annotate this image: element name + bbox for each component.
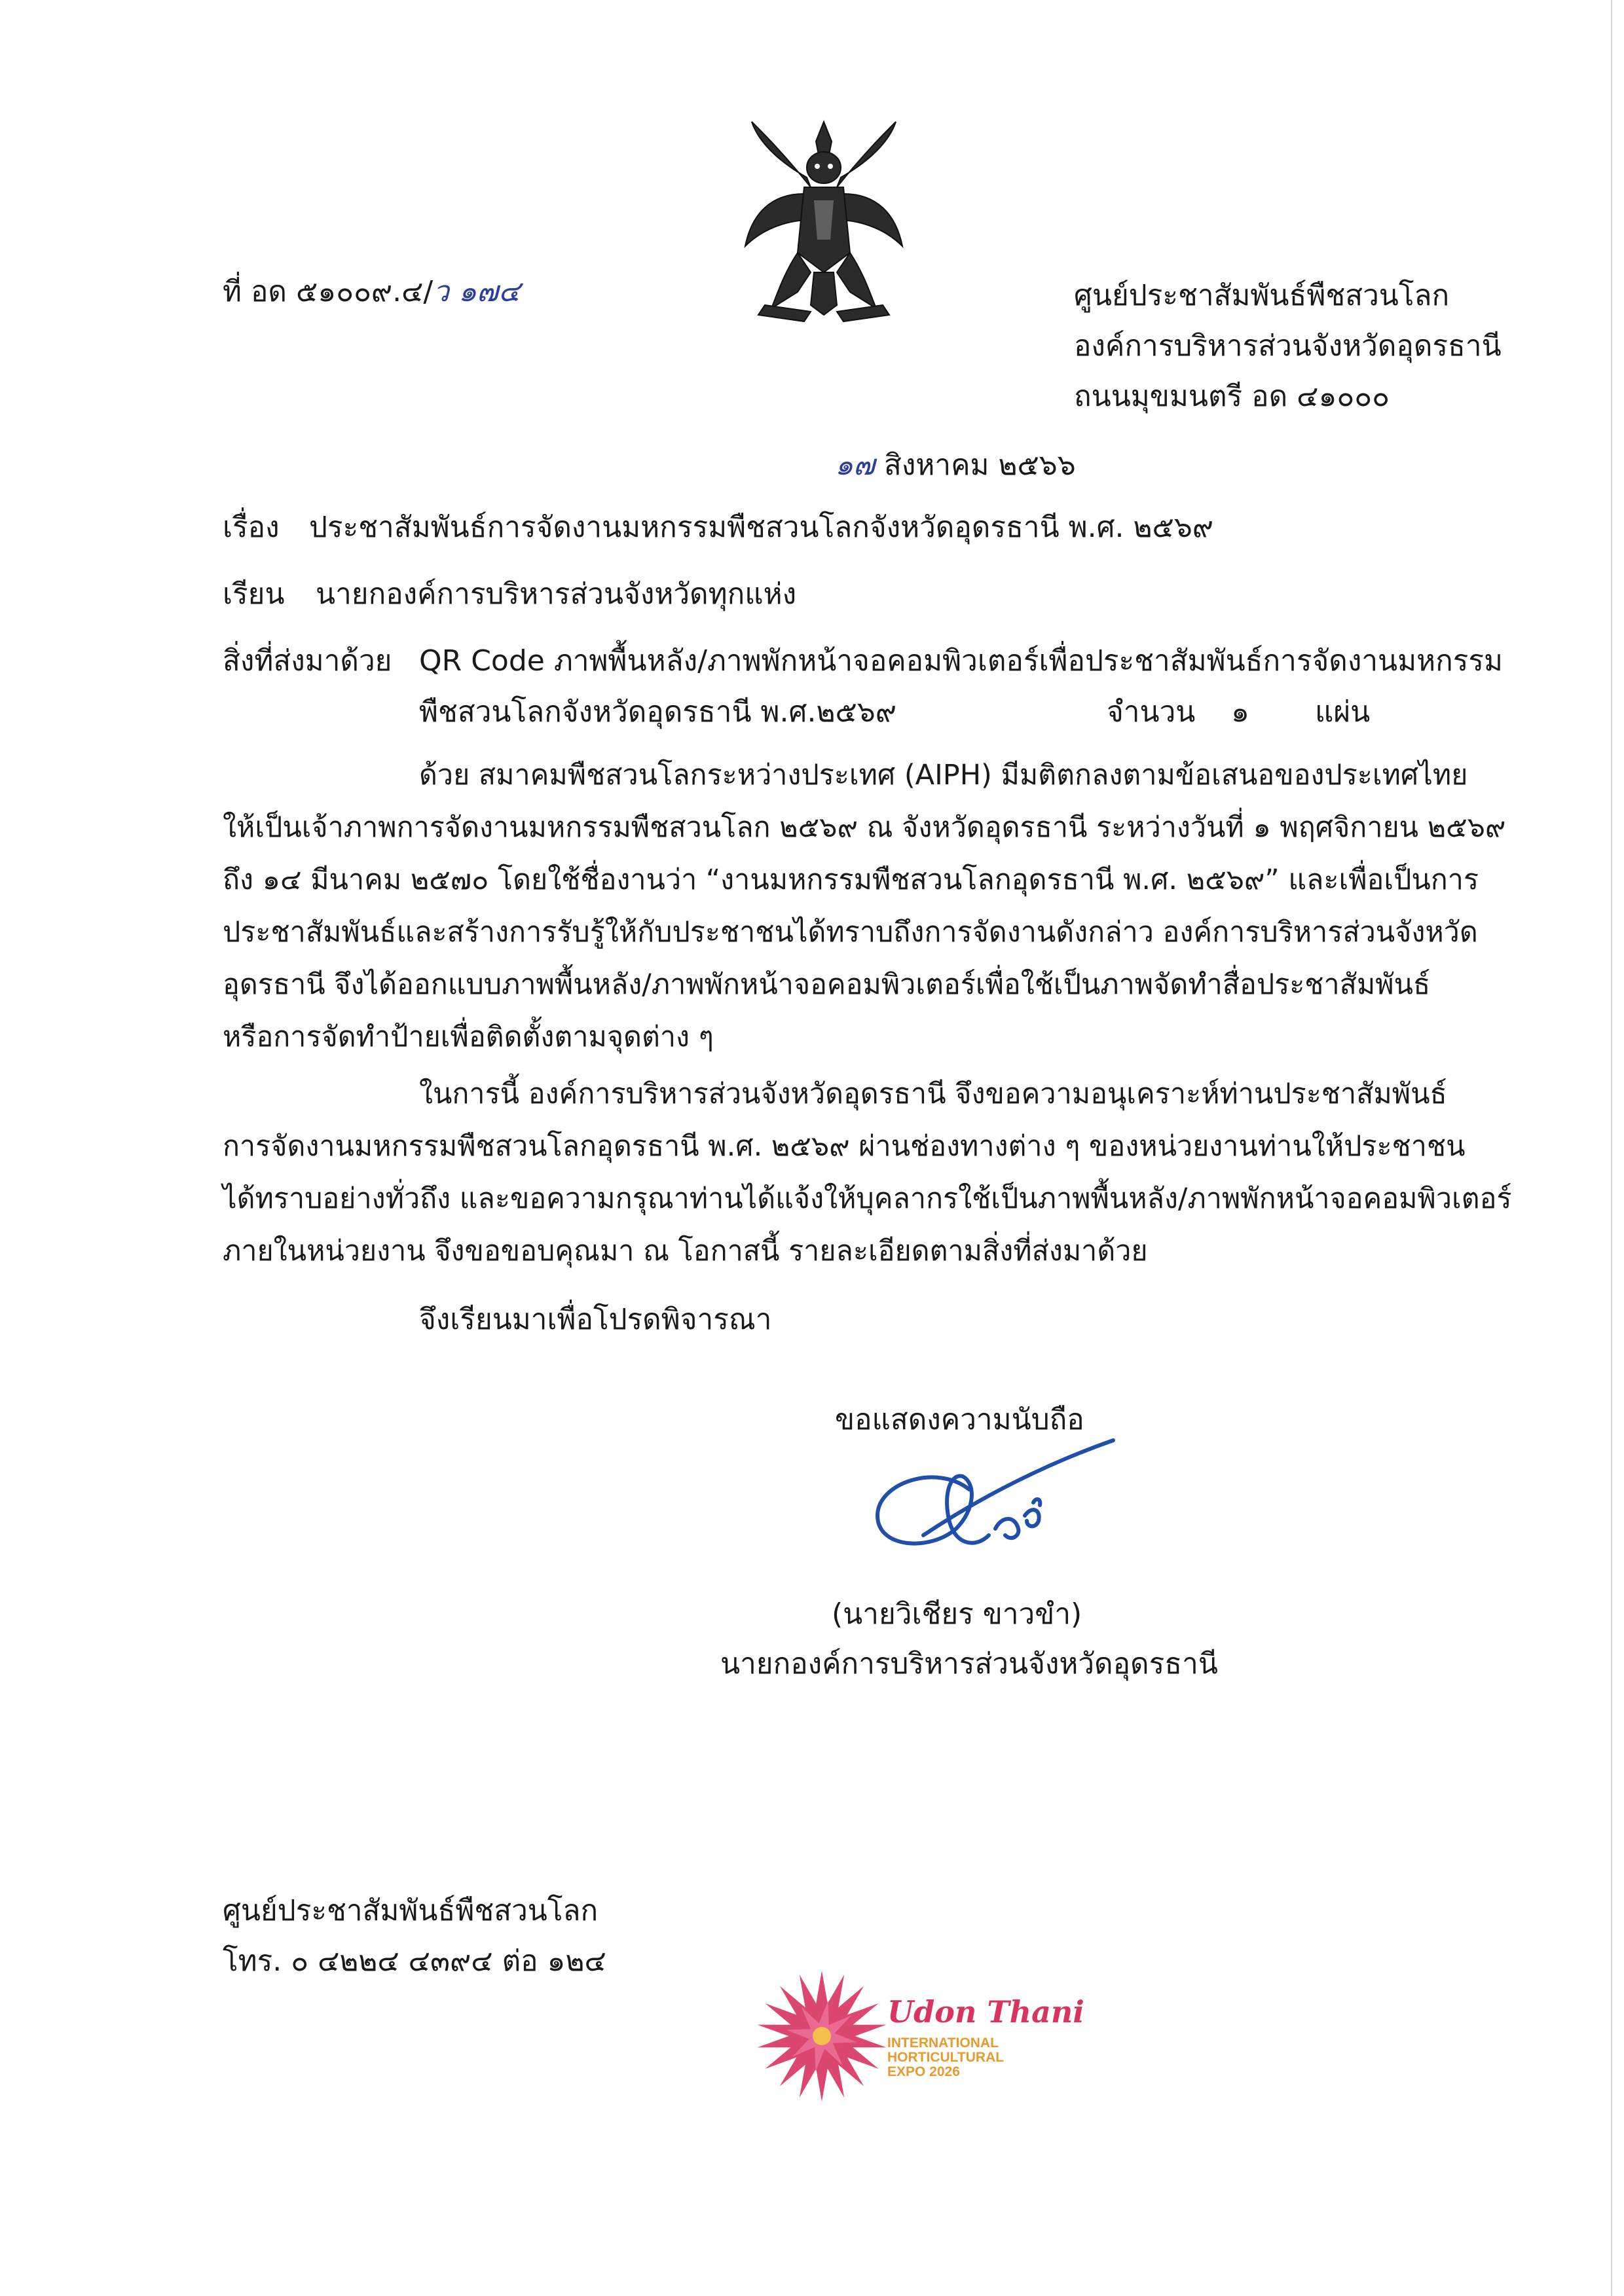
footer-contact-org: ศูนย์ประชาสัมพันธ์พืชสวนโลก	[223, 1894, 599, 1927]
enclosure-quantity-value: ๑	[1231, 695, 1249, 729]
subject-label: เรื่อง	[223, 511, 280, 544]
signatory-name: (นายวิเชียร ขาวขำ)	[832, 1597, 1082, 1631]
paragraph-line: การจัดงานมหกรรมพืชสวนโลกอุดรธานี พ.ศ. ๒๕๖๙ ผ่านช่องทางต่าง ๆ ของหน่วยงานท่านให้ประชาชน	[223, 1130, 1466, 1163]
date-day-handwritten: ๑๗	[835, 448, 876, 482]
enclosure-label: สิ่งที่ส่งมาด้วย	[223, 644, 392, 678]
recipient-text: นายกองค์การบริหารส่วนจังหวัดทุกแห่ง	[316, 577, 797, 611]
paragraph-line: ด้วย สมาคมพืชสวนโลกระหว่างประเทศ (AIPH) มีมติตกลงตามข้อเสนอของประเทศไทย	[419, 759, 1468, 792]
paragraph-line: ในการนี้ องค์การบริหารส่วนจังหวัดอุดรธานี จึงขอความอนุเคราะห์ท่านประชาสัมพันธ์	[419, 1078, 1447, 1110]
signatory-title: นายกองค์การบริหารส่วนจังหวัดอุดรธานี	[720, 1647, 1218, 1681]
paragraph-line: อุดรธานี จึงได้ออกแบบภาพพื้นหลัง/ภาพพักหน้าจอคอมพิวเตอร์เพื่อใช้เป็นภาพจัดทำสื่อประชาสัมพันธ์	[223, 968, 1431, 1001]
enclosure-line-2: พืชสวนโลกจังหวัดอุดรธานี พ.ศ.๒๕๖๙	[419, 695, 896, 729]
reference-handwritten-number: ว ๑๗๔	[433, 275, 521, 308]
handwritten-signature	[864, 1437, 1126, 1568]
paragraph-line: ภายในหน่วยงาน จึงขอขอบคุณมา ณ โอกาสนี้ รายละเอียดตามสิ่งที่ส่งมาด้วย	[223, 1235, 1148, 1267]
reference-prefix: ที่ อด ๕๑๐๐๙.๔/	[223, 275, 434, 308]
logo-subtitle-line-3: EXPO 2026	[887, 2064, 960, 2080]
subject-text: ประชาสัมพันธ์การจัดงานมหกรรมพืชสวนโลกจังหวัดอุดรธานี พ.ศ. ๒๕๖๙	[309, 511, 1213, 544]
reference-number	[223, 275, 520, 310]
udon-thani-expo-flower-logo-icon	[750, 1964, 894, 2108]
expo-logo-wordmark	[887, 1994, 1084, 2080]
paragraph-line: หรือการจัดทำป้ายเพื่อติดตั้งตามจุดต่าง ๆ	[223, 1021, 714, 1053]
paragraph-line: ได้ทราบอย่างทั่วถึง และขอความกรุณาท่านได้แจ้งให้บุคลากรใช้เป็นภาพพื้นหลัง/ภาพพักหน้าจอคอมพิวเตอร์	[223, 1182, 1512, 1215]
footer-phone: โทร. ๐ ๔๒๒๔ ๔๓๙๔ ต่อ ๑๒๔	[223, 1944, 606, 1978]
sender-org-line-1: ศูนย์ประชาสัมพันธ์พืชสวนโลก	[1074, 279, 1450, 312]
enclosure-line-1: QR Code ภาพพื้นหลัง/ภาพพักหน้าจอคอมพิวเตอร์เพื่อประชาสัมพันธ์การจัดงานมหกรรม	[419, 644, 1504, 678]
paragraph-line: ประชาสัมพันธ์และสร้างการรับรู้ให้กับประชาชนได้ทราบถึงการจัดงานดังกล่าว องค์การบริหารส่วนจังหวัด	[223, 916, 1478, 949]
date-month-year: สิงหาคม ๒๕๖๖	[884, 448, 1076, 482]
regards-text: ขอแสดงความนับถือ	[835, 1403, 1084, 1436]
logo-subtitle-line-1: INTERNATIONAL	[887, 2035, 999, 2050]
enclosure-quantity-label: จำนวน	[1107, 695, 1196, 729]
body-paragraph-2	[223, 1078, 1512, 1290]
recipient-label: เรียน	[223, 577, 285, 611]
paragraph-line: ถึง ๑๔ มีนาคม ๒๕๗๐ โดยใช้ชื่องานว่า “งานมหกรรมพืชสวนโลกอุดรธานี พ.ศ. ๒๕๖๙” และเพื่อเป็นการ	[223, 864, 1479, 896]
sender-org-line-2: องค์การบริหารส่วนจังหวัดอุดรธานี	[1074, 329, 1502, 363]
sender-address: ถนนมุขมนตรี อด ๔๑๐๐๐	[1074, 380, 1390, 413]
logo-subtitle-line-2: HORTICULTURAL	[887, 2050, 1005, 2066]
garuda-emblem-icon	[739, 115, 909, 325]
logo-script-title: Udon Thani	[887, 1994, 1084, 2030]
closing-sentence: จึงเรียนมาเพื่อโปรดพิจารณา	[419, 1303, 772, 1336]
enclosure-quantity-unit: แผ่น	[1315, 695, 1371, 729]
document-date	[835, 448, 1076, 483]
paragraph-line: ให้เป็นเจ้าภาพการจัดงานมหกรรมพืชสวนโลก ๒๕๖๙ ณ จังหวัดอุดรธานี ระหว่างวันที่ ๑ พฤศจิกายน ๒๕๖๙	[223, 811, 1506, 844]
body-paragraph-1	[223, 759, 1506, 1076]
page-edge-line	[1611, 0, 1612, 2296]
